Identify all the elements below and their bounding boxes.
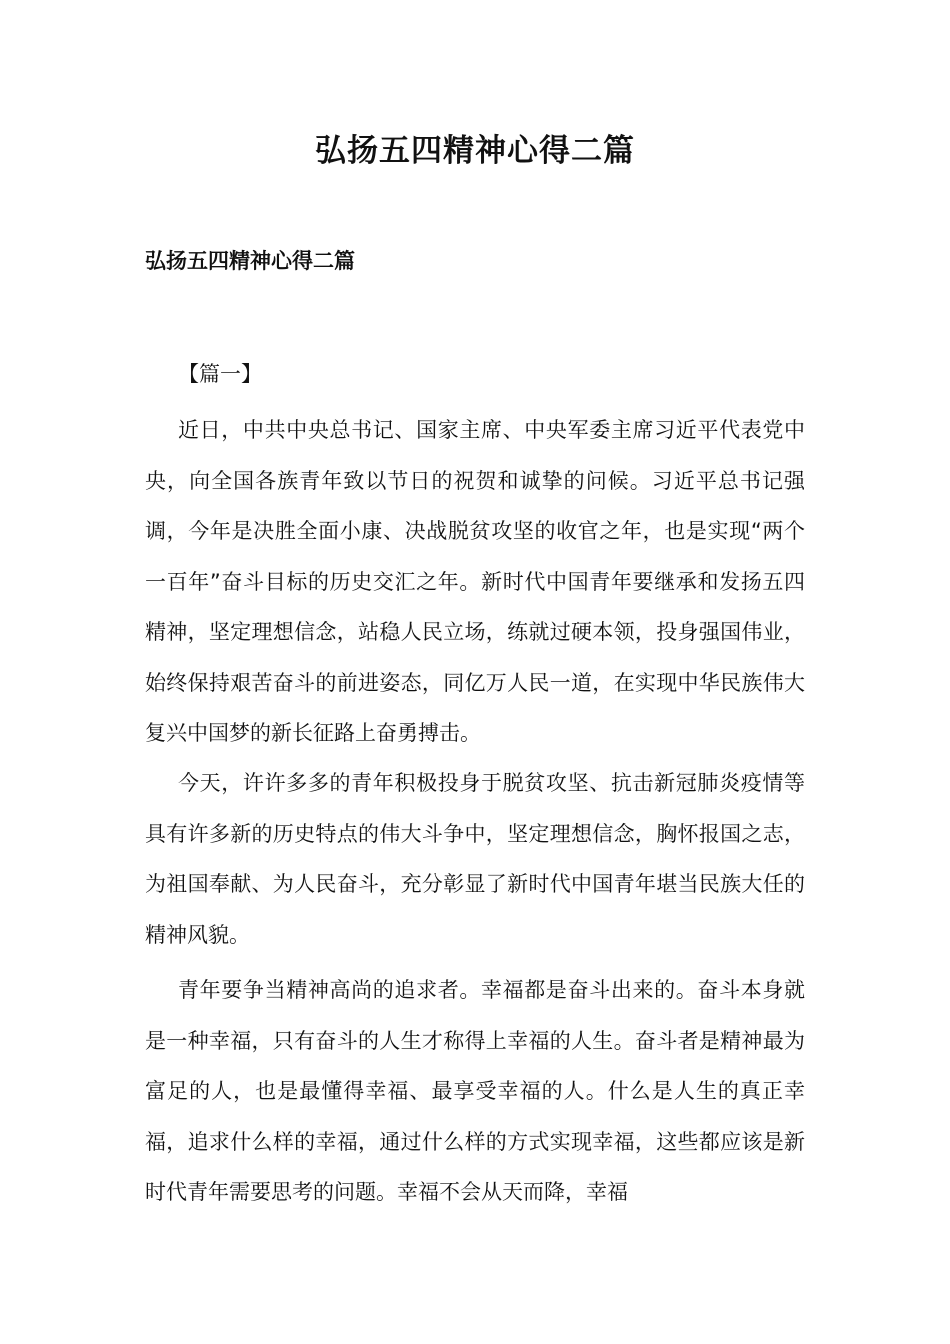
paragraph: 近日，中共中央总书记、国家主席、中央军委主席习近平代表党中央，向全国各族青年致以节日的祝贺和诚挚的问候。习近平总书记强调，今年是决胜全面小康、决战脱贫攻坚的收官之年，也是实现“两个一百年”奋斗目标的历史交汇之年。新时代中国青年要继承和发扬五四精神，坚定理想信念，站稳人民立场，练就过硬本领，投身强国伟业，始终保持艰苦奋斗的前进姿态，同亿万人民一道，在实现中华民族伟大复兴中国梦的新长征路上奋勇搏击。 (145, 418, 805, 745)
document-title: 弘扬五四精神心得二篇 (315, 133, 635, 169)
section-label: 【篇一】 (178, 362, 262, 386)
document-subtitle: 弘扬五四精神心得二篇 (145, 249, 355, 273)
paragraph: 今天，许许多多的青年积极投身于脱贫攻坚、抗击新冠肺炎疫情等具有许多新的历史特点的伟大斗争中，坚定理想信念，胸怀报国之志，为祖国奉献、为人民奋斗，充分彰显了新时代中国青年堪当民族大任的精神风貌。 (145, 771, 805, 947)
paragraph: 青年要争当精神高尚的追求者。幸福都是奋斗出来的。奋斗本身就是一种幸福，只有奋斗的人生才称得上幸福的人生。奋斗者是精神最为富足的人，也是最懂得幸福、最享受幸福的人。什么是人生的真正幸福，追求什么样的幸福，通过什么样的方式实现幸福，这些都应该是新时代青年需要思考的问题。幸福不会从天而降，幸福 (145, 978, 805, 1204)
